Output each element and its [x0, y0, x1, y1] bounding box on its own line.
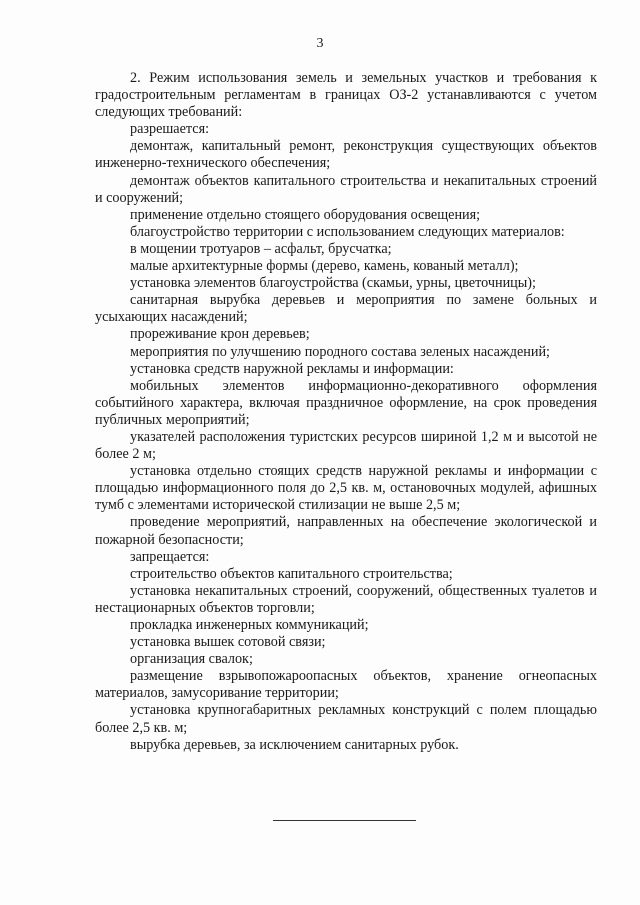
paragraph: установка крупногабаритных рекламных конструкций с полем площадью более 2,5 кв. м; [95, 702, 597, 736]
paragraph: установка элементов благоустройства (скамьи, урны, цветочницы); [130, 275, 536, 292]
end-divider-line [273, 820, 416, 821]
paragraph: размещение взрывопожароопасных объектов, хранение огнеопасных материалов, замусоривание территории; [95, 668, 597, 702]
paragraph: малые архитектурные формы (дерево, камень, кованый металл); [130, 258, 519, 275]
paragraph: применение отдельно стоящего оборудования освещения; [130, 206, 481, 223]
paragraph: установка отдельно стоящих средств наружной рекламы и информации с площадью информационного поля до 2,5 кв. м, остановочных модулей, афишных тумб с элементами исторической стилизации не выше 2,5 м; [95, 463, 597, 514]
paragraph: строительство объектов капитального строительства; [130, 565, 453, 582]
paragraph: установка средств наружной рекламы и информации: [130, 360, 454, 377]
page-number: 3 [316, 36, 324, 51]
paragraph: указателей расположения туристских ресурсов шириной 1,2 м и высотой не более 2 м; [95, 428, 597, 463]
paragraph: благоустройство территории с использованием следующих материалов: [130, 223, 565, 240]
paragraph: мобильных элементов информационно-декоративного оформления событийного характера, включая праздничное оформление, на срок проведения публичных мероприятий; [95, 377, 597, 428]
paragraph: проведение мероприятий, направленных на обеспечение экологической и пожарной безопасности; [95, 514, 597, 548]
paragraph: демонтаж объектов капитального строительства и некапитальных строений и сооружений; [95, 172, 597, 206]
paragraph: установка вышек сотовой связи; [130, 634, 326, 651]
paragraph: 2. Режим использования земель и земельных участков и требования к градостроительным регламентам в границах ОЗ-2 устанавливаются с учетом следующих требований: [95, 70, 597, 121]
paragraph: организация свалок; [130, 651, 253, 668]
paragraph: прореживание крон деревьев; [130, 326, 310, 343]
document-body [95, 70, 597, 754]
paragraph: прокладка инженерных коммуникаций; [130, 617, 369, 633]
paragraph: мероприятия по улучшению породного состава зеленых насаждений; [130, 343, 550, 360]
paragraph: вырубка деревьев, за исключением санитарных рубок. [130, 736, 459, 753]
paragraph: санитарная вырубка деревьев и мероприятия по замене больных и усыхающих насаждений; [95, 292, 597, 326]
paragraph: в мощении тротуаров – асфальт, брусчатка; [130, 240, 392, 257]
paragraph: установка некапитальных строений, сооружений, общественных туалетов и нестационарных объектов торговли; [95, 582, 597, 616]
paragraph: демонтаж, капитальный ремонт, реконструкция существующих объектов инженерно-технического обеспечения; [95, 138, 597, 172]
paragraph: запрещается: [130, 548, 210, 565]
paragraph: разрешается: [130, 121, 210, 138]
